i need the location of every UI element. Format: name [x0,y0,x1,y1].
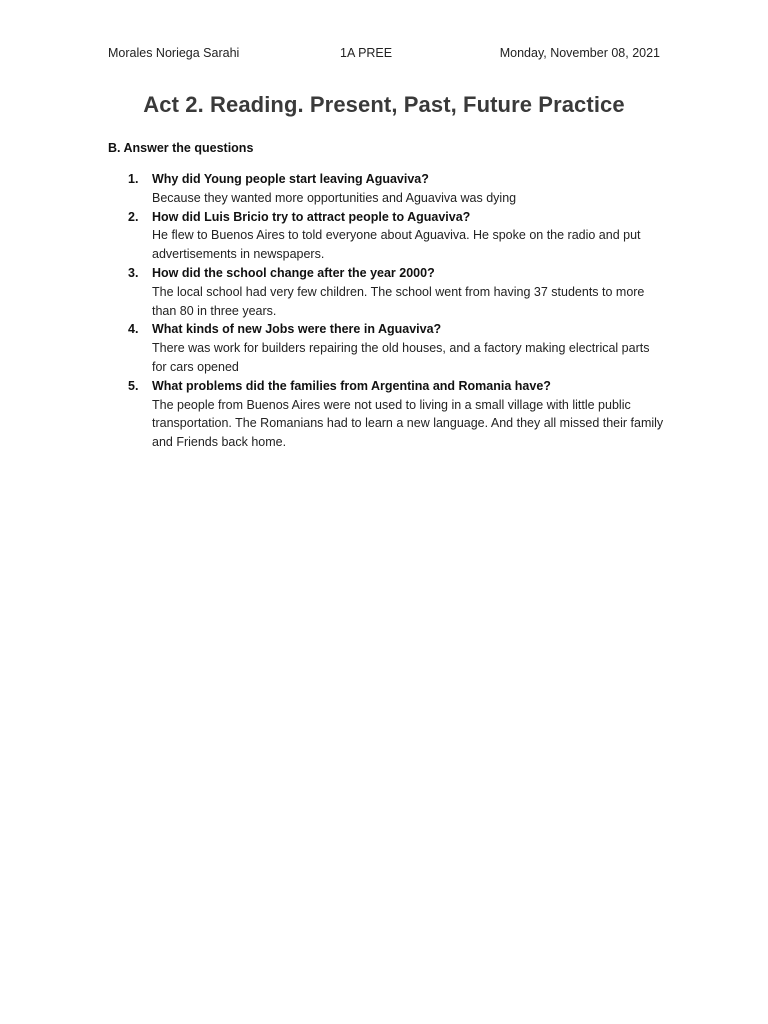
question-item-3 [108,264,668,320]
page-title: Act 2. Reading. Present, Past, Future Practice [143,92,625,117]
question-text: What kinds of new Jobs were there in Aguaviva? [152,322,442,337]
question-number: 5. [128,378,139,393]
question-number: 3. [128,265,139,280]
question-text: How did Luis Bricio try to attract people to Aguaviva? [152,209,471,224]
question-item-5 [108,377,668,452]
question-text: Why did Young people start leaving Aguaviva? [152,172,429,186]
questions-list [108,170,668,452]
section-heading: B. Answer the questions [108,141,254,155]
class-group: 1A PREE [340,46,393,60]
document-header [108,46,660,64]
question-text: How did the school change after the year 2000? [152,265,435,280]
question-number: 4. [128,322,139,337]
question-item-1 [108,170,668,208]
question-item-4 [108,320,668,376]
document-date: Monday, November 08, 2021 [499,46,660,60]
answer-text: He flew to Buenos Aires to told everyone about Aguaviva. He spoke on the radio and put advertisements in newspapers. [152,228,641,262]
answer-text: Because they wanted more opportunities and Aguaviva was dying [152,190,517,205]
answer-text: The local school had very few children. The school went from having 37 students to more than 80 in three years. [152,284,645,318]
question-text: What problems did the families from Argentina and Romania have? [152,378,551,393]
question-item-2 [108,208,668,264]
answer-text: The people from Buenos Aires were not used to living in a small village with little public transportation. The Romanians had to learn a new language. And they all missed their family and Friends back home. [152,397,664,450]
question-number: 1. [128,172,139,186]
answer-text: There was work for builders repairing the old houses, and a factory making electrical parts for cars opened [152,341,650,374]
student-name: Morales Noriega Sarahi [108,46,240,60]
question-number: 2. [128,209,139,224]
